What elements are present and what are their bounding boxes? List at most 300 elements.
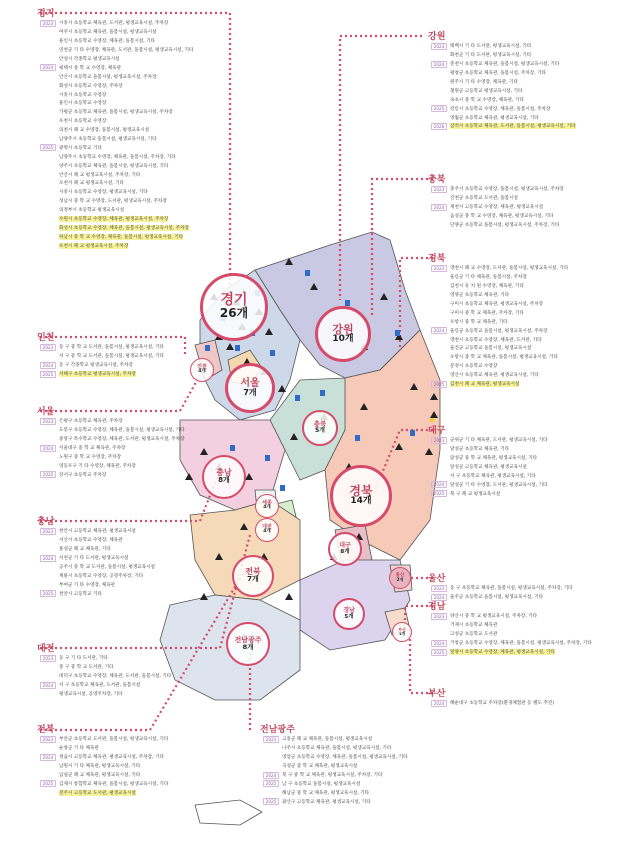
facility-text: 포천시 초등학교 수영장 xyxy=(59,119,107,125)
list-item xyxy=(40,735,168,744)
facility-text: 서천군 기 타 도서관, 평생교육시설 xyxy=(59,556,129,562)
year-badge: 2025 xyxy=(40,471,56,478)
list-item xyxy=(431,584,573,593)
list-item xyxy=(40,672,171,681)
list-item xyxy=(40,370,164,379)
facility-text: 서 구 중 학 교 도서관, 돌봄시설, 평생교육시설, 기타 xyxy=(59,354,164,360)
facility-text: 서 구 초등학교 체육관, 도서관, 돌봄시설 xyxy=(59,683,141,689)
jeju-area xyxy=(195,800,262,825)
list-item xyxy=(431,489,547,498)
year-badge: 2024 xyxy=(431,594,447,601)
bubble-seoul xyxy=(225,363,275,413)
list-item xyxy=(40,37,193,46)
list-item xyxy=(263,788,408,797)
year-badge: 2024 xyxy=(40,555,56,562)
bubble-name: 울산 xyxy=(395,572,405,578)
bubble-count: 4개 xyxy=(198,369,206,375)
list-item xyxy=(431,51,576,60)
list-item xyxy=(431,60,576,69)
region-list-jeonnam xyxy=(263,735,408,806)
year-badge: 2023 xyxy=(40,418,56,425)
year-badge: 2025 xyxy=(40,144,56,151)
list-item xyxy=(40,536,155,545)
facility-text: 포천시 폐 교 평생교육시설, 기타 xyxy=(59,181,124,187)
facility-text: 서울대구 중 학 교 체육관, 주차장 xyxy=(59,446,126,452)
facility-text: 달성군 기 타 수영장, 도서관, 평생교육시설, 기타 xyxy=(450,482,548,488)
year-badge: 2023 xyxy=(431,585,447,592)
bubble-name: 경기 xyxy=(220,292,248,309)
bubble-count: 8개 xyxy=(242,642,254,651)
list-item xyxy=(431,326,568,335)
list-item xyxy=(40,654,171,663)
list-item xyxy=(431,344,568,353)
bubble-chungbuk xyxy=(302,410,338,446)
facility-text: 구미시 중 학 교 체육관, 주차장, 기타 xyxy=(450,310,524,316)
facility-text: 천안시 고등학교 체육관, 평생교육시설 xyxy=(59,529,136,535)
list-item xyxy=(40,762,168,771)
list-item xyxy=(40,527,155,536)
facility-text: 남원시 기 타 체육관, 평생교육시설, 기타 xyxy=(59,764,141,770)
year-badge: 2025 xyxy=(40,371,56,378)
facility-text: 해운대구 초등학교 주차장(환경체험관 등 별도 추진) xyxy=(450,701,555,707)
facility-text: 동 구 각종학교 평생교육시설, 주차장 xyxy=(59,363,133,369)
facility-text: 동 구 기 타 도서관, 기타 xyxy=(59,656,108,662)
facility-text: 수원시 초등학교 수영장, 체육관, 평생교육시설, 주차장 xyxy=(59,217,169,223)
facility-text: 북 구 중 학 교 체육관, 평생교육시설, 주차장, 기타 xyxy=(282,773,383,778)
facility-text: 화천군 기 타 도서관, 평생교육시설, 기타 xyxy=(450,53,532,59)
facility-text: 화성시 초등학교 수영장, 주차장 xyxy=(59,83,123,89)
facility-text: 하남시 중 학 교 수영장, 체육관, 돌봄시설, 평생교육시설, 기타 xyxy=(59,234,184,240)
list-item xyxy=(40,589,155,598)
facility-text: 철원군 고등학교 평생교육시설, 기타 xyxy=(450,88,523,94)
region-title-daejeon: 대전 xyxy=(37,644,55,654)
facility-text: 나주시 초등학교 체육관, 돌봄시설, 평생교육시설, 기타 xyxy=(282,746,392,752)
facility-text: 양산시 중 학 교 평생교육시설, 주차장, 기타 xyxy=(450,614,538,620)
facility-text: 포항시 중 학 교 체육관, 돌봄시설, 평생교육시설, 기타 xyxy=(450,355,558,361)
facility-text: 문경시 초등학교 수영장 xyxy=(450,364,498,370)
facility-text: 홍성군 폐 교 체육관, 기타 xyxy=(59,547,111,553)
year-badge: 2023 xyxy=(263,736,279,743)
facility-text: 춘천시 초등학교 체육관, 돌봄시설, 평생교육시설, 기타 xyxy=(450,62,560,68)
bubble-count: 10개 xyxy=(332,333,354,344)
region-list-ulsan xyxy=(431,584,573,602)
bubble-gyeonggi xyxy=(200,273,268,341)
list-item xyxy=(431,185,564,194)
list-item xyxy=(40,563,155,572)
region-title-gangwon: 강원 xyxy=(428,32,446,42)
list-item xyxy=(40,771,168,780)
facility-text: 중랑구 특수학교 수영장, 체육관, 도서관, 평생교육시설, 주차장 xyxy=(59,437,185,443)
list-item xyxy=(431,264,568,273)
list-item xyxy=(263,779,408,788)
list-item xyxy=(263,771,408,780)
year-badge: 2024 xyxy=(431,700,447,707)
facility-text: 동 구 초등학교 체육관, 돌봄시설, 평생교육시설, 주차장, 기타 xyxy=(450,586,573,592)
list-item xyxy=(40,426,185,435)
facility-text: 부안군 초등학교 도서관, 돌봄시설, 평생교육시설, 기타 xyxy=(59,737,169,743)
facility-text: 영암군 초등학교 수영장, 체육관, 돌봄시설, 평생교육시설, 기타 xyxy=(282,755,408,761)
list-item xyxy=(431,69,576,78)
region-title-seoul: 서울 xyxy=(37,407,55,417)
facility-text: 영천시 폐 교 수영장, 도서관, 돌봄시설, 평생교육시설, 기타 xyxy=(450,266,569,272)
facility-text: 여주시 초등학교 체육관, 돌봄시설, 평생교육시설 xyxy=(59,30,157,36)
year-badge: 2026 xyxy=(431,123,447,130)
facility-text: 평택시 중 학 교 수영장, 체육관 xyxy=(59,65,122,71)
bubble-name: 대구 xyxy=(339,541,351,549)
facility-text: 남양주시 초등학교 수영장, 체육관, 돌봄시설, 주차장, 기타 xyxy=(59,154,176,160)
bubble-count: 26개 xyxy=(219,306,249,321)
facility-text: 영산시 초등학교 체육관, 평생교육시설, 기타 xyxy=(450,373,539,379)
region-title-daegu: 대구 xyxy=(428,426,446,436)
bubble-name: 부산 xyxy=(398,626,406,632)
facility-text: 안산시 폐 교 평생교육시설, 주차장, 기타 xyxy=(59,172,141,178)
year-badge: 2025 xyxy=(431,105,447,112)
list-item xyxy=(40,170,193,179)
bubble-jeonbuk xyxy=(232,555,274,597)
facility-text: 고성군 초등학교 도서관 xyxy=(450,632,498,638)
facility-text: 울주군 초등학교 돌봄시설, 평생교육시설, 기타 xyxy=(450,595,544,601)
bubble-name: 강원 xyxy=(332,322,354,336)
year-badge: 2024 xyxy=(431,61,447,68)
list-item xyxy=(431,203,564,212)
bubble-busan xyxy=(392,622,412,642)
list-item xyxy=(431,335,568,344)
facility-text: 원주시 기 타 수영장, 체육관, 기타 xyxy=(450,80,518,85)
facility-text: 안성시 각종학교 평생교육시설 xyxy=(59,57,120,62)
facility-text: 서해구 초등학교 평생교육시설, 주차장 xyxy=(59,372,136,378)
list-item xyxy=(263,735,408,744)
list-item xyxy=(40,19,193,28)
region-title-chungbuk: 충북 xyxy=(428,175,446,185)
facility-text: 곡성군 중 학 교 체육관, 평생교육시설 xyxy=(282,764,358,770)
facility-text: 임실군 폐 교 체육관, 평생교육시설, 기타 xyxy=(59,773,141,778)
year-badge: 2024 xyxy=(40,754,56,761)
list-item xyxy=(263,797,408,806)
list-item xyxy=(40,580,155,589)
list-item xyxy=(40,197,193,206)
list-item xyxy=(40,223,193,232)
year-badge: 2023 xyxy=(40,344,56,351)
bubble-incheon xyxy=(190,358,214,382)
facility-text: 김제시 통합학교 체육관, 돌봄시설, 평생교육시설, 기타 xyxy=(59,781,169,787)
facility-text: 남양주시 초등학교 돌봄시설, 평생교육시설, 기타 xyxy=(59,137,157,143)
facility-text: 서 구 초등학교 체육관, 평생교육시설, 기타 xyxy=(450,474,536,479)
bubble-name: 전남광주 xyxy=(234,635,262,644)
year-badge: 2023 xyxy=(431,43,447,50)
facility-text: 성남시 중 학 교 수영장, 도서관, 평생교육시설, 주차장 xyxy=(59,199,167,205)
year-badge: 2024 xyxy=(431,204,447,211)
year-badge: 2024 xyxy=(431,481,447,488)
year-badge: 2023 xyxy=(431,186,447,193)
facility-text: 중 구 중 학 교 도서관, 기타 xyxy=(59,665,114,671)
bubble-gyeongnam xyxy=(333,598,365,630)
facility-text: 정읍시 고등학교 체육관, 평생교육시설, 주차장, 기타 xyxy=(59,755,164,761)
facility-text: 전주시 고등학교 도서관, 평생교육시설 xyxy=(59,790,136,796)
facility-text: 달성군 초등학교 체육관, 기타 xyxy=(450,447,510,453)
bubble-name: 전북 xyxy=(245,567,261,577)
list-item xyxy=(431,86,576,95)
facility-text: 대덕구 초등학교 수영장, 체육관, 도서관, 돌봄시설, 기타 xyxy=(59,674,172,680)
list-item xyxy=(431,362,568,371)
year-badge: 2023 xyxy=(40,655,56,662)
facility-text: 순창군 기 타 체육관 xyxy=(59,746,99,752)
year-badge: 2024 xyxy=(431,640,447,647)
bubble-jeonnam xyxy=(226,622,270,666)
facility-text: 공주시 중 학 교 도서관, 돌봄시설, 평생교육시설 xyxy=(59,565,155,570)
region-list-gyeonggi xyxy=(40,19,193,250)
bubble-count: 4개 xyxy=(263,505,271,511)
facility-text: 포항시 중 학 교 체육관, 기타 xyxy=(450,319,508,325)
region-title-chungnam: 충남 xyxy=(37,517,55,527)
facility-text: 고흥군 폐 교 체육관, 돌봄시설, 평생교육시설 xyxy=(282,737,373,743)
list-item xyxy=(40,545,155,554)
facility-text: 북 구 폐 교 평생교육시설 xyxy=(450,491,501,497)
list-item xyxy=(431,472,547,481)
list-item xyxy=(40,117,193,126)
facility-text: 달성군 중 학 교 체육관, 평생교육시설, 기타 xyxy=(450,456,538,462)
year-badge: 2023 xyxy=(40,528,56,535)
list-item xyxy=(431,699,554,708)
facility-text: 거창군 초등학교 수영장, 체육관, 돌봄시설, 평생교육시설, 주차장, 기타 xyxy=(450,641,592,647)
facility-text: 영월군 초등학교 체육관, 평생교육시설, 기타 xyxy=(450,115,539,121)
list-item xyxy=(431,282,568,291)
facility-text: 시흥시 초등학교 수영장, 평생교육시설, 기타 xyxy=(59,190,148,196)
region-title-busan: 부산 xyxy=(428,689,446,699)
list-item xyxy=(40,788,168,797)
bubble-name: 경북 xyxy=(349,484,373,499)
facility-text: 양주시 초등학교 체육관, 돌봄시설, 평생교육시설, 기타 xyxy=(59,163,169,169)
list-item xyxy=(431,371,568,380)
facility-text: 울진군 고등학교 돌봄시설, 평생교육시설 xyxy=(450,346,532,352)
bubble-count: 7개 xyxy=(247,575,259,584)
list-item xyxy=(40,663,171,672)
list-item xyxy=(40,108,193,117)
list-item xyxy=(40,188,193,197)
list-item xyxy=(431,113,576,122)
list-item xyxy=(431,221,564,230)
year-badge: 2025 xyxy=(431,381,447,388)
list-item xyxy=(40,81,193,90)
year-badge: 2023 xyxy=(431,613,447,620)
region-list-incheon xyxy=(40,343,164,379)
facility-text: 삼척시 초등학교 체육관, 도서관, 돌봄시설, 평생교육시설, 기타 xyxy=(450,124,576,130)
facility-text: 계룡시 초등학교 수영장, 공영주차장, 기타 xyxy=(59,573,144,579)
list-item xyxy=(40,744,168,753)
facility-text: 해남군 중 학 교 체육관, 평생교육시설, 기타 xyxy=(282,790,370,796)
year-badge: 2024 xyxy=(40,445,56,452)
list-item xyxy=(263,753,408,762)
region-title-gyeonggi: 경기 xyxy=(37,9,55,19)
facility-text: 광명시 초등학교 기타 xyxy=(59,145,102,151)
facility-text: 달성군 고등학교 체육관, 평생교육시설 xyxy=(450,465,527,471)
facility-text: 평생교육시설, 공영주차장, 기타 xyxy=(59,692,123,697)
year-badge: 2025 xyxy=(40,590,56,597)
list-item xyxy=(40,435,185,444)
region-list-jeonbuk xyxy=(40,735,168,797)
bubble-count: 7개 xyxy=(243,387,257,397)
region-list-chungnam xyxy=(40,527,155,598)
bubble-count: 8개 xyxy=(218,476,230,485)
facility-text: 노원구 중 학 교 수영장, 주차장 xyxy=(59,455,122,460)
year-badge: 2023 xyxy=(431,437,447,444)
facility-text: 구미시 초등학교 체육관, 평생교육시설, 주차장 xyxy=(450,302,544,307)
list-item xyxy=(431,291,568,300)
facility-text: 의정부시 초등학교 평생교육시설 xyxy=(59,208,125,214)
list-item xyxy=(40,63,193,72)
bubble-count: 8개 xyxy=(340,548,350,555)
list-item xyxy=(431,463,547,472)
bubble-name: 인천 xyxy=(197,364,207,371)
facility-text: 음성군 중 학 교 수영장, 체육관, 평생교육시설, 기타 xyxy=(450,214,554,220)
list-item xyxy=(431,194,564,203)
list-item xyxy=(431,445,547,454)
region-list-gyeongbuk xyxy=(431,264,568,388)
list-item xyxy=(431,212,564,221)
list-item xyxy=(431,436,547,445)
facility-text: 광산구 고등학교 체육관, 평생교육시설, 기타 xyxy=(282,799,371,805)
facility-text: 남 구 초등학교 돌봄시설, 평생교육시설 xyxy=(282,781,361,787)
list-item xyxy=(40,343,164,352)
list-item xyxy=(431,630,592,639)
facility-text: 제천시 고등학교 수영장, 체육관, 평생교육시설 xyxy=(450,205,544,211)
bubble-sejong xyxy=(255,494,279,518)
bubble-daejeon xyxy=(255,518,279,542)
list-item xyxy=(40,90,193,99)
facility-text: 김천시 폐 교 체육관, 평생교육시설 xyxy=(450,382,520,388)
facility-text: 울릉군 초등학교 돌봄시설, 평생교육시설, 주차장 xyxy=(450,328,548,334)
year-badge: 2024 xyxy=(40,64,56,71)
list-item xyxy=(40,28,193,37)
facility-text: 도봉구 초등학교 수영장, 체육관, 돌봄시설, 평생교육시설, 기타 xyxy=(59,428,185,434)
list-item xyxy=(40,444,185,453)
list-item xyxy=(40,753,168,762)
list-item xyxy=(431,308,568,317)
facility-text: 은평구 초등학교 체육관, 주차장 xyxy=(59,419,123,425)
region-title-jeonbuk: 전북 xyxy=(37,725,55,735)
list-item xyxy=(431,648,592,657)
facility-text: 연천군 기 타 수영장, 체육관, 도서관, 돌봄시설, 평생교육시설, 기타 xyxy=(59,48,194,54)
region-list-daegu xyxy=(431,436,547,498)
bubble-chungnam xyxy=(202,455,246,499)
list-item xyxy=(40,99,193,108)
bubble-name: 경남 xyxy=(343,606,355,614)
bubble-ulsan xyxy=(389,567,411,589)
list-item xyxy=(431,95,576,104)
list-item xyxy=(431,621,592,630)
list-item xyxy=(40,55,193,64)
bubble-daegu xyxy=(328,532,362,566)
list-item xyxy=(431,353,568,362)
facility-text: 강서구 초등학교 주차장 xyxy=(59,472,107,478)
list-item xyxy=(40,554,155,563)
facility-text: 속초시 중 학 교 수영장, 체육관, 기타 xyxy=(450,97,524,103)
region-list-daejeon xyxy=(40,654,171,698)
region-list-gyeongnam xyxy=(431,612,592,656)
list-item xyxy=(40,779,168,788)
bubble-gyeongbuk xyxy=(330,465,392,527)
facility-text: 영천시 초등학교 수영장, 체육관, 도서관, 기타 xyxy=(450,337,542,343)
bubble-gangwon xyxy=(315,306,371,362)
year-badge: 2025 xyxy=(263,798,279,805)
facility-text: 화성시 초등학교 수영장, 체육관, 돌봄시설, 평생교육시설, 주차장 xyxy=(59,225,189,231)
list-item xyxy=(40,461,185,470)
facility-text: 의천시 폐 교 수영장, 돌봄시설, 평생교육시설 xyxy=(59,128,150,134)
facility-text: 영등포구 기 타 수영장, 체육관, 주차장 xyxy=(59,463,136,469)
list-item xyxy=(40,232,193,241)
year-badge: 2023 xyxy=(431,265,447,272)
list-item xyxy=(40,179,193,188)
region-list-busan xyxy=(431,699,554,708)
facility-text: 울릉군 기 타 체육관, 돌봄시설, 주차장 xyxy=(450,275,527,281)
list-item xyxy=(431,639,592,648)
year-badge: 2025 xyxy=(263,780,279,787)
list-item xyxy=(40,161,193,170)
list-item xyxy=(40,681,171,690)
list-item xyxy=(40,152,193,161)
list-item xyxy=(40,215,193,224)
list-item xyxy=(431,480,547,489)
list-item xyxy=(40,135,193,144)
facility-text: 시흥시 초등학교 수영장 xyxy=(59,92,107,98)
bubble-count: 2개 xyxy=(396,577,404,583)
list-item xyxy=(40,206,193,215)
facility-text: 영양군 초등학교 체육관, 기타 xyxy=(450,293,510,299)
region-title-gyeongnam: 경남 xyxy=(428,602,446,612)
list-item xyxy=(431,300,568,309)
year-badge: 2025 xyxy=(431,490,447,497)
bubble-name: 세종 xyxy=(262,500,272,507)
list-item xyxy=(40,417,185,426)
year-badge: 2023 xyxy=(40,736,56,743)
list-item xyxy=(263,762,408,771)
facility-text: 김천시 유 치 원 수영장, 체육관, 기타 xyxy=(450,284,524,290)
list-item xyxy=(431,104,576,113)
facility-text: 태백시 기 타 도서관, 평생교육시설, 기타 xyxy=(450,44,532,50)
facility-text: 용인시 초등학교 수영장 xyxy=(59,101,107,107)
year-badge: 2025 xyxy=(431,649,447,656)
list-item xyxy=(431,273,568,282)
facility-text: 진천군 초등학교 도서관, 돌봄시설 xyxy=(450,196,518,202)
list-item xyxy=(40,690,171,699)
year-badge: 2023 xyxy=(40,20,56,27)
facility-text: 밀양시 초등학교 수영장, 체육관, 평생교육시설, 기타 xyxy=(450,650,555,655)
region-title-incheon: 인천 xyxy=(37,333,55,343)
list-item xyxy=(431,42,576,51)
facility-text: 군위군 기 타 체육관, 도서관, 평생교육시설, 기타 xyxy=(450,438,548,444)
year-badge: 2025 xyxy=(40,780,56,787)
list-item xyxy=(431,317,568,326)
bubble-name: 서울 xyxy=(240,377,260,389)
facility-text: 부여군 기 타 수영장, 체육관 xyxy=(59,582,116,588)
list-item xyxy=(40,361,164,370)
list-item xyxy=(431,612,592,621)
bubble-name: 충북 xyxy=(313,420,327,429)
facility-text: 동 구 중 학 교 도서관, 돌봄시설, 평생교육시설, 기타 xyxy=(59,345,164,351)
list-item xyxy=(40,143,193,152)
facility-text: 가평군 초등학교 체육관, 돌봄시설, 평생교육시설, 주차장 xyxy=(59,110,173,116)
year-badge: 2024 xyxy=(431,327,447,334)
region-list-chungbuk xyxy=(431,185,564,229)
region-title-gyeongbuk: 경북 xyxy=(428,254,446,264)
year-badge: 2024 xyxy=(40,362,56,369)
list-item xyxy=(431,122,576,131)
list-item xyxy=(40,470,185,479)
list-item xyxy=(263,744,408,753)
bubble-name: 대전 xyxy=(262,524,272,531)
bubble-name: 충남 xyxy=(216,468,232,478)
list-item xyxy=(431,78,576,87)
list-item xyxy=(40,352,164,361)
